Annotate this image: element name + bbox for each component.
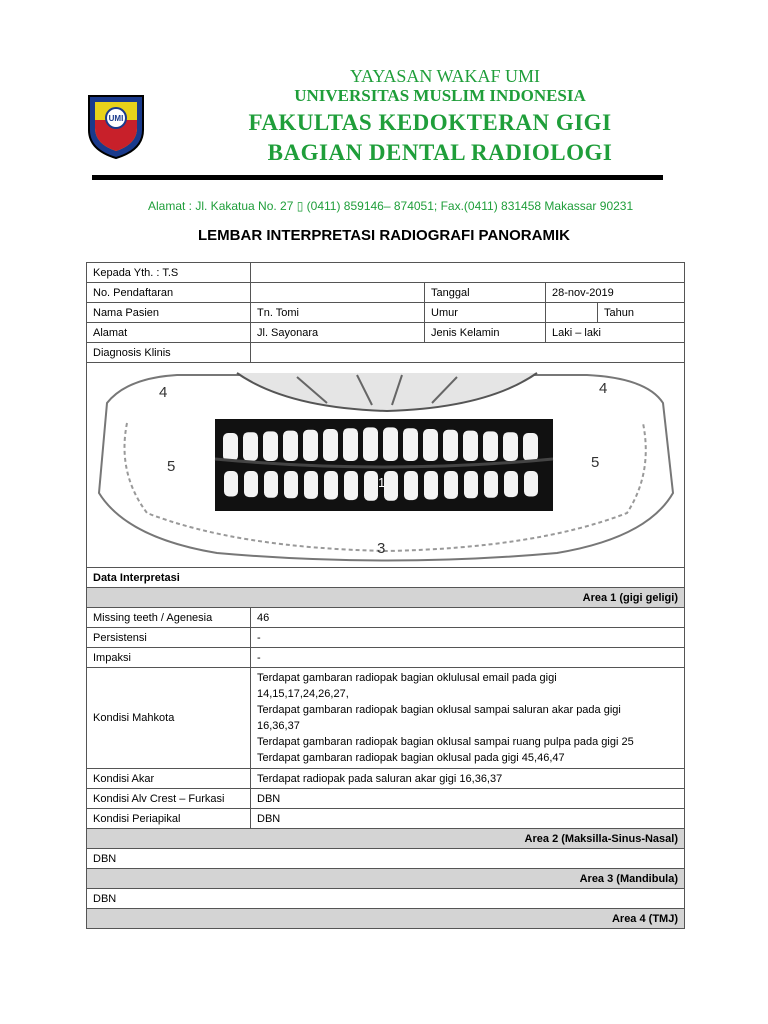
lower-tooth xyxy=(484,471,498,498)
address-value: Jl. Sayonara xyxy=(251,323,425,343)
upper-tooth xyxy=(463,431,478,461)
table-row xyxy=(87,628,685,648)
department-name: BAGIAN DENTAL RADIOLOGI xyxy=(267,140,613,165)
missing-teeth-label: Missing teeth / Agenesia xyxy=(87,608,251,628)
alv-crest-value: DBN xyxy=(251,789,685,809)
lower-tooth xyxy=(464,471,478,498)
table-row xyxy=(87,588,685,608)
lower-tooth xyxy=(404,471,418,500)
area-3-label: 3 xyxy=(377,540,386,557)
area3-heading: Area 3 (Mandibula) xyxy=(87,869,685,889)
persistensi-label: Persistensi xyxy=(87,628,251,648)
lower-tooth xyxy=(444,471,458,499)
area3-value: DBN xyxy=(87,889,685,909)
university-logo xyxy=(81,90,151,160)
mahkota-line: Terdapat gambaran radiopak bagian oklusal pada gigi 45,46,47 xyxy=(257,752,565,764)
registration-label: No. Pendaftaran xyxy=(87,283,251,303)
area2-heading: Area 2 (Maksilla-Sinus-Nasal) xyxy=(87,829,685,849)
table-row xyxy=(87,283,685,303)
lower-tooth xyxy=(224,471,238,497)
lower-tooth xyxy=(504,471,518,497)
missing-teeth-value: 46 xyxy=(251,608,685,628)
area1-heading: Area 1 (gigi geligi) xyxy=(87,588,685,608)
logo-text: UMI xyxy=(108,114,124,123)
lower-tooth xyxy=(344,471,358,500)
upper-tooth xyxy=(483,431,498,461)
upper-tooth xyxy=(363,427,378,461)
table-row xyxy=(87,809,685,829)
panoramic-xray xyxy=(87,363,683,567)
table-row xyxy=(87,263,685,283)
table-row xyxy=(87,869,685,889)
address-line: Alamat : Jl. Kakatua No. 27 ▯ (0411) 859146– 874051; Fax.(0411) 831458 Makassar 90231 xyxy=(148,199,634,213)
mahkota-line: 16,36,37 xyxy=(257,720,300,732)
periapikal-value: DBN xyxy=(251,809,685,829)
header-divider xyxy=(92,175,663,180)
table-row xyxy=(87,668,685,769)
mahkota-line: 14,15,17,24,26,27, xyxy=(257,688,349,700)
upper-tooth xyxy=(263,431,278,461)
upper-tooth xyxy=(223,433,238,461)
interpretation-form xyxy=(86,262,685,929)
table-row xyxy=(87,849,685,869)
patient-name-value: Tn. Tomi xyxy=(251,303,425,323)
date-value: 28-nov-2019 xyxy=(546,283,685,303)
mahkota-line: Terdapat gambaran radiopak bagian oklusal sampai ruang pulpa pada gigi 25 xyxy=(257,736,634,748)
upper-tooth xyxy=(283,431,298,461)
gender-value: Laki – laki xyxy=(546,323,685,343)
mahkota-line: Terdapat gambaran radiopak bagian oklulusal email pada gigi xyxy=(257,672,557,684)
area-5-right-label: 5 xyxy=(591,454,600,471)
date-label: Tanggal xyxy=(425,283,546,303)
upper-tooth xyxy=(523,433,538,461)
upper-tooth xyxy=(383,427,398,461)
foundation-name: YAYASAN WAKAF UMI xyxy=(349,66,541,86)
lower-tooth xyxy=(244,471,258,497)
lower-tooth xyxy=(524,471,538,497)
area-5-left-label: 5 xyxy=(167,458,176,475)
patient-name-label: Nama Pasien xyxy=(87,303,251,323)
upper-tooth xyxy=(323,429,338,461)
age-label: Umur xyxy=(425,303,546,323)
lower-tooth xyxy=(304,471,318,499)
interpretation-heading: Data Interpretasi xyxy=(87,568,685,588)
akar-value: Terdapat radiopak pada saluran akar gigi 16,36,37 xyxy=(251,769,685,789)
table-row xyxy=(87,303,685,323)
registration-value xyxy=(251,283,425,303)
mahkota-value xyxy=(251,668,685,769)
university-name: UNIVERSITAS MUSLIM INDONESIA xyxy=(294,86,586,105)
years-label: Tahun xyxy=(598,303,685,323)
upper-tooth xyxy=(343,428,358,461)
table-row xyxy=(87,568,685,588)
table-row xyxy=(87,829,685,849)
area-4-right-label: 4 xyxy=(599,380,608,397)
diagnosis-label: Diagnosis Klinis xyxy=(87,343,251,363)
upper-tooth xyxy=(423,429,438,461)
akar-label: Kondisi Akar xyxy=(87,769,251,789)
table-row xyxy=(87,343,685,363)
upper-tooth xyxy=(443,430,458,461)
upper-tooth xyxy=(503,432,518,461)
document-title: LEMBAR INTERPRETASI RADIOGRAFI PANORAMIK xyxy=(198,227,570,244)
faculty-name: FAKULTAS KEDOKTERAN GIGI xyxy=(248,110,612,135)
area2-value: DBN xyxy=(87,849,685,869)
area4-heading: Area 4 (TMJ) xyxy=(87,909,685,929)
lower-tooth xyxy=(384,471,398,501)
table-row xyxy=(87,789,685,809)
upper-tooth xyxy=(403,428,418,461)
table-row xyxy=(87,909,685,929)
persistensi-value: - xyxy=(251,628,685,648)
alv-crest-label: Kondisi Alv Crest – Furkasi xyxy=(87,789,251,809)
address-label: Alamat xyxy=(87,323,251,343)
lower-tooth xyxy=(364,471,378,501)
age-value xyxy=(546,303,598,323)
impaksi-label: Impaksi xyxy=(87,648,251,668)
upper-tooth xyxy=(303,430,318,461)
kepada-value xyxy=(251,263,685,283)
diagnosis-value xyxy=(251,343,685,363)
xray-cell xyxy=(87,363,685,568)
mahkota-line: Terdapat gambaran radiopak bagian oklusal sampai saluran akar pada gigi xyxy=(257,704,621,716)
lower-tooth xyxy=(284,471,298,498)
lower-tooth xyxy=(424,471,438,500)
impaksi-value: - xyxy=(251,648,685,668)
gender-label: Jenis Kelamin xyxy=(425,323,546,343)
area-4-left-label: 4 xyxy=(159,384,168,401)
table-row xyxy=(87,363,685,568)
table-row xyxy=(87,889,685,909)
upper-tooth xyxy=(243,432,258,461)
table-row xyxy=(87,608,685,628)
periapikal-label: Kondisi Periapikal xyxy=(87,809,251,829)
kepada-label: Kepada Yth. : T.S xyxy=(87,263,251,283)
table-row xyxy=(87,769,685,789)
lower-tooth xyxy=(264,471,278,498)
lower-tooth xyxy=(324,471,338,500)
mahkota-label: Kondisi Mahkota xyxy=(87,668,251,769)
area-1-label: 1 xyxy=(378,475,386,490)
table-row xyxy=(87,323,685,343)
table-row xyxy=(87,648,685,668)
